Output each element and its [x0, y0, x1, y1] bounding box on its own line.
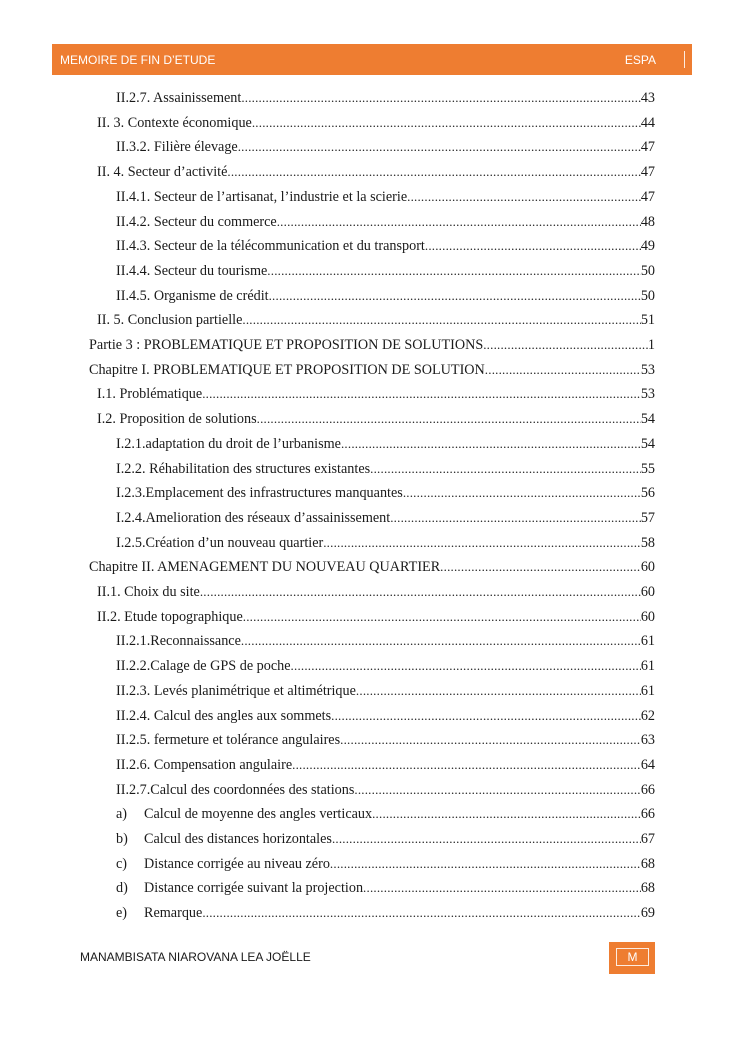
toc-entry-text: Chapitre II. AMENAGEMENT DU NOUVEAU QUARTIER — [89, 559, 441, 575]
toc-entry-page-number: 56 — [640, 485, 655, 501]
toc-entry[interactable] — [116, 261, 655, 281]
toc-entry[interactable] — [116, 137, 655, 157]
toc-entry-text: I.1. Problématique — [97, 386, 203, 402]
toc-entry[interactable] — [116, 631, 655, 651]
footer-page-number: M — [616, 948, 649, 966]
toc-entry-page-number: 64 — [640, 757, 655, 773]
toc-entry-title — [97, 162, 227, 182]
toc-entry-page-number: 54 — [640, 436, 655, 452]
toc-entry-marker: c) — [116, 856, 128, 872]
toc-entry-title — [116, 755, 292, 775]
toc-entry-page-number: 60 — [640, 584, 655, 600]
footer-author: MANAMBISATA NIAROVANA LEA JOËLLE — [80, 950, 311, 964]
toc-entry-page-number: 61 — [640, 683, 655, 699]
toc-entry-page-number: 50 — [640, 288, 655, 304]
toc-entry-title — [116, 681, 356, 701]
toc-entry-title — [116, 780, 354, 800]
toc-entry-marker: a) — [116, 806, 128, 822]
toc-entry-text: II.2. Etude topographique — [97, 609, 243, 625]
toc-entry-text: II.2.1.Reconnaissance — [116, 633, 241, 649]
toc-dot-leader — [241, 631, 641, 651]
toc-entry-title — [116, 508, 390, 528]
toc-entry-marker: d) — [116, 880, 128, 896]
toc-dot-leader — [331, 706, 641, 726]
toc-entry[interactable] — [89, 360, 655, 380]
toc-entry[interactable] — [97, 582, 655, 602]
toc-entry-title — [97, 607, 243, 627]
toc-dot-leader — [370, 459, 641, 479]
toc-entry[interactable] — [116, 804, 655, 824]
toc-entry[interactable] — [116, 212, 655, 232]
toc-dot-leader — [269, 286, 641, 306]
toc-dot-leader — [241, 88, 641, 108]
toc-entry-text: II.2.2.Calage de GPS de poche — [116, 658, 291, 674]
toc-entry-text: II.2.4. Calcul des angles aux sommets — [116, 708, 332, 724]
toc-dot-leader — [202, 384, 641, 404]
toc-entry[interactable] — [116, 681, 655, 701]
toc-entry-text: II.4.3. Secteur de la télécommunication et du transport — [116, 238, 425, 254]
toc-entry-page-number: 43 — [640, 90, 655, 106]
toc-entry-title — [116, 88, 241, 108]
toc-entry-title — [97, 310, 242, 330]
toc-entry-page-number: 66 — [640, 806, 655, 822]
toc-entry-title — [116, 656, 291, 676]
toc-entry-text: Distance corrigée au niveau zéro — [144, 856, 330, 872]
toc-entry[interactable] — [97, 607, 655, 627]
header-divider — [684, 51, 685, 68]
toc-entry[interactable] — [89, 335, 655, 355]
toc-entry-title — [89, 335, 483, 355]
toc-entry-text: I.2.1.adaptation du droit de l’urbanisme — [116, 436, 341, 452]
toc-entry[interactable] — [116, 236, 655, 256]
toc-entry-title — [97, 384, 202, 404]
toc-entry-marker: e) — [116, 905, 128, 921]
toc-entry-page-number: 51 — [640, 312, 655, 328]
toc-entry[interactable] — [116, 483, 655, 503]
toc-entry[interactable] — [116, 903, 655, 923]
toc-entry-text: II.4.4. Secteur du tourisme — [116, 263, 268, 279]
toc-entry[interactable] — [116, 459, 655, 479]
toc-dot-leader — [252, 113, 641, 133]
toc-entry-title — [116, 434, 341, 454]
toc-entry-title — [89, 557, 440, 577]
toc-entry-text: Partie 3 : PROBLEMATIQUE ET PROPOSITION DE SOLUTIONS — [89, 337, 484, 353]
toc-dot-leader — [403, 483, 641, 503]
toc-dot-leader — [483, 335, 648, 355]
toc-entry-title — [116, 533, 323, 553]
toc-entry-page-number: 44 — [640, 115, 655, 131]
toc-entry-page-number: 53 — [640, 362, 655, 378]
toc-entry-page-number: 62 — [640, 708, 655, 724]
toc-entry-title — [116, 187, 407, 207]
toc-entry-page-number: 48 — [640, 214, 655, 230]
toc-entry-title — [116, 631, 241, 651]
toc-entry-title — [97, 409, 257, 429]
toc-dot-leader — [332, 829, 641, 849]
toc-entry-page-number: 60 — [640, 609, 655, 625]
toc-entry[interactable] — [116, 286, 655, 306]
toc-entry-text: II.4.5. Organisme de crédit — [116, 288, 269, 304]
toc-dot-leader — [202, 903, 641, 923]
toc-entry[interactable] — [116, 730, 655, 750]
toc-dot-leader — [425, 236, 641, 256]
toc-dot-leader — [291, 656, 641, 676]
toc-entry-title — [116, 137, 238, 157]
toc-dot-leader — [407, 187, 641, 207]
toc-entry-page-number: 55 — [640, 461, 655, 477]
toc-entry[interactable] — [116, 434, 655, 454]
toc-entry[interactable] — [116, 656, 655, 676]
toc-entry-page-number: 67 — [640, 831, 655, 847]
toc-entry-page-number: 1 — [647, 337, 655, 353]
toc-entry-text: II.2.7.Calcul des coordonnées des stations — [116, 782, 355, 798]
toc-dot-leader — [485, 360, 641, 380]
toc-entry-page-number: 69 — [640, 905, 655, 921]
toc-entry[interactable] — [116, 780, 655, 800]
toc-entry-text: II.1. Choix du site — [97, 584, 200, 600]
toc-entry-page-number: 57 — [640, 510, 655, 526]
toc-entry[interactable] — [97, 310, 655, 330]
toc-entry-page-number: 61 — [640, 658, 655, 674]
toc-entry-title — [97, 113, 252, 133]
toc-entry-title — [97, 582, 200, 602]
header-school-name: ESPA — [624, 53, 656, 67]
toc-entry[interactable] — [116, 88, 655, 108]
toc-entry-page-number: 47 — [640, 189, 655, 205]
toc-entry[interactable] — [116, 187, 655, 207]
toc-entry[interactable] — [97, 409, 655, 429]
toc-entry-title — [116, 261, 267, 281]
toc-dot-leader — [440, 557, 641, 577]
toc-entry-page-number: 49 — [640, 238, 655, 254]
toc-entry-title — [116, 706, 331, 726]
toc-entry-page-number: 61 — [640, 633, 655, 649]
toc-entry-page-number: 47 — [640, 139, 655, 155]
toc-entry-text: II. 4. Secteur d’activité — [97, 164, 228, 180]
toc-dot-leader — [257, 409, 641, 429]
toc-entry-title — [116, 212, 277, 232]
toc-dot-leader — [372, 804, 641, 824]
toc-entry-text: II. 5. Conclusion partielle — [97, 312, 243, 328]
toc-entry[interactable] — [116, 878, 655, 898]
toc-entry-page-number: 68 — [640, 880, 655, 896]
toc-dot-leader — [200, 582, 641, 602]
toc-entry-text: II. 3. Contexte économique — [97, 115, 252, 131]
toc-dot-leader — [243, 607, 641, 627]
toc-entry[interactable] — [116, 706, 655, 726]
toc-entry-title — [116, 804, 372, 824]
toc-dot-leader — [292, 755, 641, 775]
toc-entry[interactable] — [89, 557, 655, 577]
header-document-title: MEMOIRE DE FIN D’ETUDE — [60, 53, 216, 67]
toc-entry-text: Remarque — [144, 905, 203, 921]
toc-entry-page-number: 60 — [640, 559, 655, 575]
toc-entry-text: II.3.2. Filière élevage — [116, 139, 238, 155]
toc-dot-leader — [238, 137, 641, 157]
toc-entry-page-number: 54 — [640, 411, 655, 427]
toc-entry[interactable] — [97, 384, 655, 404]
toc-entry-title — [116, 854, 330, 874]
toc-entry-page-number: 63 — [640, 732, 655, 748]
toc-entry-title — [89, 360, 485, 380]
toc-dot-leader — [323, 533, 641, 553]
toc-entry-text: II.4.2. Secteur du commerce — [116, 214, 277, 230]
toc-entry-title — [116, 878, 363, 898]
toc-entry-title — [116, 829, 332, 849]
toc-entry-page-number: 68 — [640, 856, 655, 872]
toc-entry[interactable] — [116, 854, 655, 874]
toc-entry[interactable] — [97, 113, 655, 133]
toc-entry[interactable] — [116, 533, 655, 553]
toc-entry-text: II.2.7. Assainissement — [116, 90, 242, 106]
toc-entry-text: Chapitre I. PROBLEMATIQUE ET PROPOSITION DE SOLUTION — [89, 362, 485, 378]
toc-entry-text: I.2. Proposition de solutions — [97, 411, 257, 427]
toc-dot-leader — [390, 508, 641, 528]
toc-dot-leader — [340, 730, 641, 750]
toc-dot-leader — [267, 261, 641, 281]
toc-entry-text: I.2.4.Amelioration des réseaux d’assainissement — [116, 510, 391, 526]
toc-entry-text: II.2.5. fermeture et tolérance angulaires — [116, 732, 341, 748]
toc-entry-text: II.2.3. Levés planimétrique et altimétrique — [116, 683, 356, 699]
toc-dot-leader — [277, 212, 641, 232]
toc-entry-marker: b) — [116, 831, 128, 847]
toc-entry-text: Calcul de moyenne des angles verticaux — [144, 806, 373, 822]
toc-dot-leader — [227, 162, 640, 182]
toc-entry-page-number: 47 — [640, 164, 655, 180]
toc-entry-text: II.4.1. Secteur de l’artisanat, l’industrie et la scierie — [116, 189, 408, 205]
toc-entry-page-number: 58 — [640, 535, 655, 551]
toc-dot-leader — [341, 434, 641, 454]
toc-entry-text: Distance corrigée suivant la projection — [144, 880, 364, 896]
toc-entry[interactable] — [116, 829, 655, 849]
toc-entry-title — [116, 459, 370, 479]
footer-page-badge — [609, 942, 655, 974]
toc-entry[interactable] — [116, 508, 655, 528]
toc-entry-text: II.2.6. Compensation angulaire — [116, 757, 293, 773]
toc-entry-page-number: 50 — [640, 263, 655, 279]
toc-entry-text: I.2.5.Création d’un nouveau quartier — [116, 535, 324, 551]
toc-entry-page-number: 66 — [640, 782, 655, 798]
toc-dot-leader — [330, 854, 641, 874]
toc-dot-leader — [363, 878, 641, 898]
toc-entry-title — [116, 286, 269, 306]
toc-entry-text: I.2.2. Réhabilitation des structures existantes — [116, 461, 371, 477]
toc-entry-title — [116, 483, 403, 503]
toc-entry-text: Calcul des distances horizontales — [144, 831, 332, 847]
toc-entry[interactable] — [116, 755, 655, 775]
toc-dot-leader — [242, 310, 640, 330]
toc-dot-leader — [354, 780, 640, 800]
toc-entry[interactable] — [97, 162, 655, 182]
toc-entry-page-number: 53 — [640, 386, 655, 402]
toc-entry-title — [116, 730, 340, 750]
toc-dot-leader — [356, 681, 641, 701]
toc-entry-title — [116, 903, 202, 923]
toc-entry-text: I.2.3.Emplacement des infrastructures manquantes — [116, 485, 403, 501]
toc-entry-title — [116, 236, 425, 256]
page-header — [52, 44, 692, 75]
